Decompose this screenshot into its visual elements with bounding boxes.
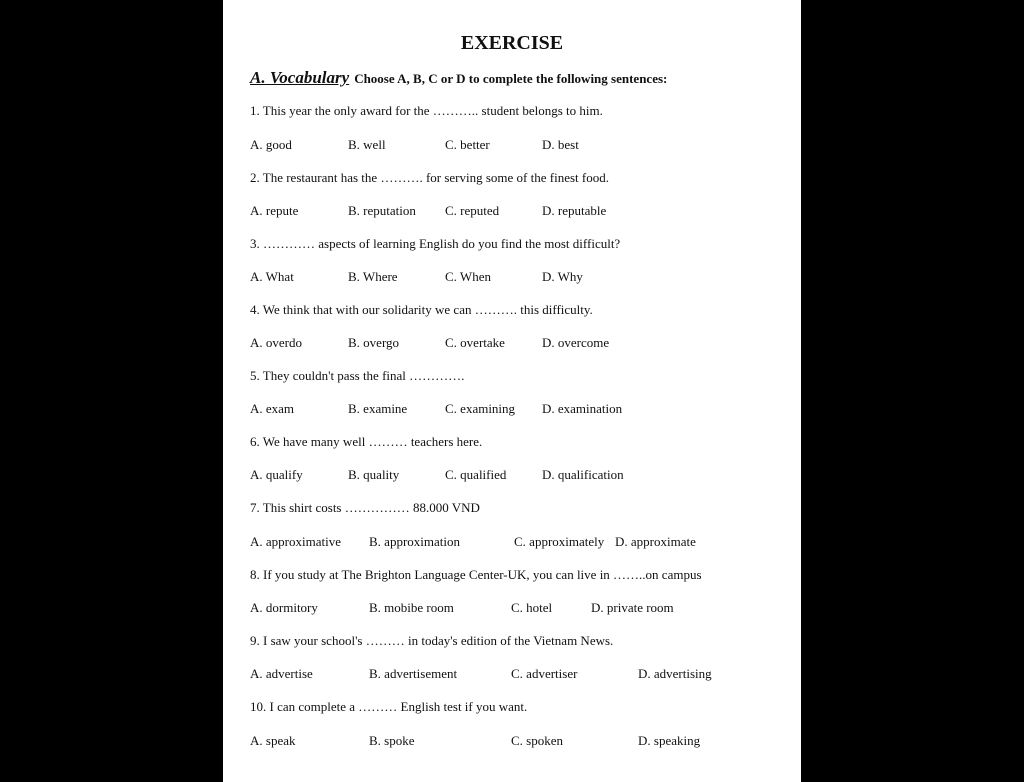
question-1: 1. This year the only award for the ……….. student belongs to him. (250, 103, 603, 118)
question-7: 7. This shirt costs …………… 88.000 VND (250, 500, 480, 515)
option-d: D. private room (591, 600, 674, 615)
option-c: C. advertiser (511, 666, 578, 681)
question-10: 10. I can complete a ……… English test if you want. (250, 699, 528, 714)
option-c: C. better (445, 137, 490, 152)
section-heading (250, 68, 667, 88)
question-3: 3. ………… aspects of learning English do you find the most difficult? (250, 236, 621, 251)
option-c: C. When (445, 269, 491, 284)
option-d: D. reputable (542, 203, 607, 218)
option-d: D. qualification (542, 467, 624, 482)
option-b: B. well (348, 137, 386, 152)
document-page (223, 0, 801, 782)
option-d: D. Why (542, 269, 583, 284)
option-d: D. overcome (542, 335, 610, 350)
question-9: 9. I saw your school's ……… in today's edition of the Vietnam News. (250, 633, 614, 648)
option-c: C. hotel (511, 600, 553, 615)
option-c: C. reputed (445, 203, 500, 218)
option-a: A. good (250, 137, 292, 152)
option-b: B. approximation (369, 534, 460, 549)
question-6: 6. We have many well ……… teachers here. (250, 434, 483, 449)
option-c: C. approximately (514, 534, 605, 549)
option-a: A. overdo (250, 335, 302, 350)
option-a: A. repute (250, 203, 299, 218)
question-5: 5. They couldn't pass the final …………. (250, 368, 465, 383)
option-c: C. examining (445, 401, 516, 416)
option-a: A. dormitory (250, 600, 318, 615)
option-c: C. spoken (511, 733, 563, 748)
option-b: B. spoke (369, 733, 415, 748)
option-c: C. overtake (445, 335, 505, 350)
question-2: 2. The restaurant has the ………. for serving some of the finest food. (250, 170, 609, 185)
option-a: A. exam (250, 401, 295, 416)
option-b: B. advertisement (369, 666, 458, 681)
option-a: A. What (250, 269, 294, 284)
option-b: B. reputation (348, 203, 416, 218)
option-a: A. approximative (250, 534, 341, 549)
option-a: A. speak (250, 733, 296, 748)
option-d: D. examination (542, 401, 623, 416)
option-d: D. advertising (638, 666, 712, 681)
section-instruction: Choose A, B, C or D to complete the following sentences: (354, 71, 668, 86)
option-d: D. speaking (638, 733, 701, 748)
option-a: A. qualify (250, 467, 303, 482)
question-8: 8. If you study at The Brighton Language Center-UK, you can live in ……..on campus (250, 567, 702, 582)
page-title: EXERCISE (460, 32, 564, 54)
option-d: D. approximate (615, 534, 696, 549)
option-b: B. Where (348, 269, 398, 284)
option-b: B. mobibe room (369, 600, 454, 615)
option-c: C. qualified (445, 467, 507, 482)
question-4: 4. We think that with our solidarity we can ………. this difficulty. (250, 302, 593, 317)
option-b: B. examine (348, 401, 408, 416)
option-b: B. quality (348, 467, 400, 482)
option-a: A. advertise (250, 666, 313, 681)
option-b: B. overgo (348, 335, 400, 350)
option-d: D. best (542, 137, 579, 152)
section-label: A. Vocabulary (250, 68, 350, 87)
